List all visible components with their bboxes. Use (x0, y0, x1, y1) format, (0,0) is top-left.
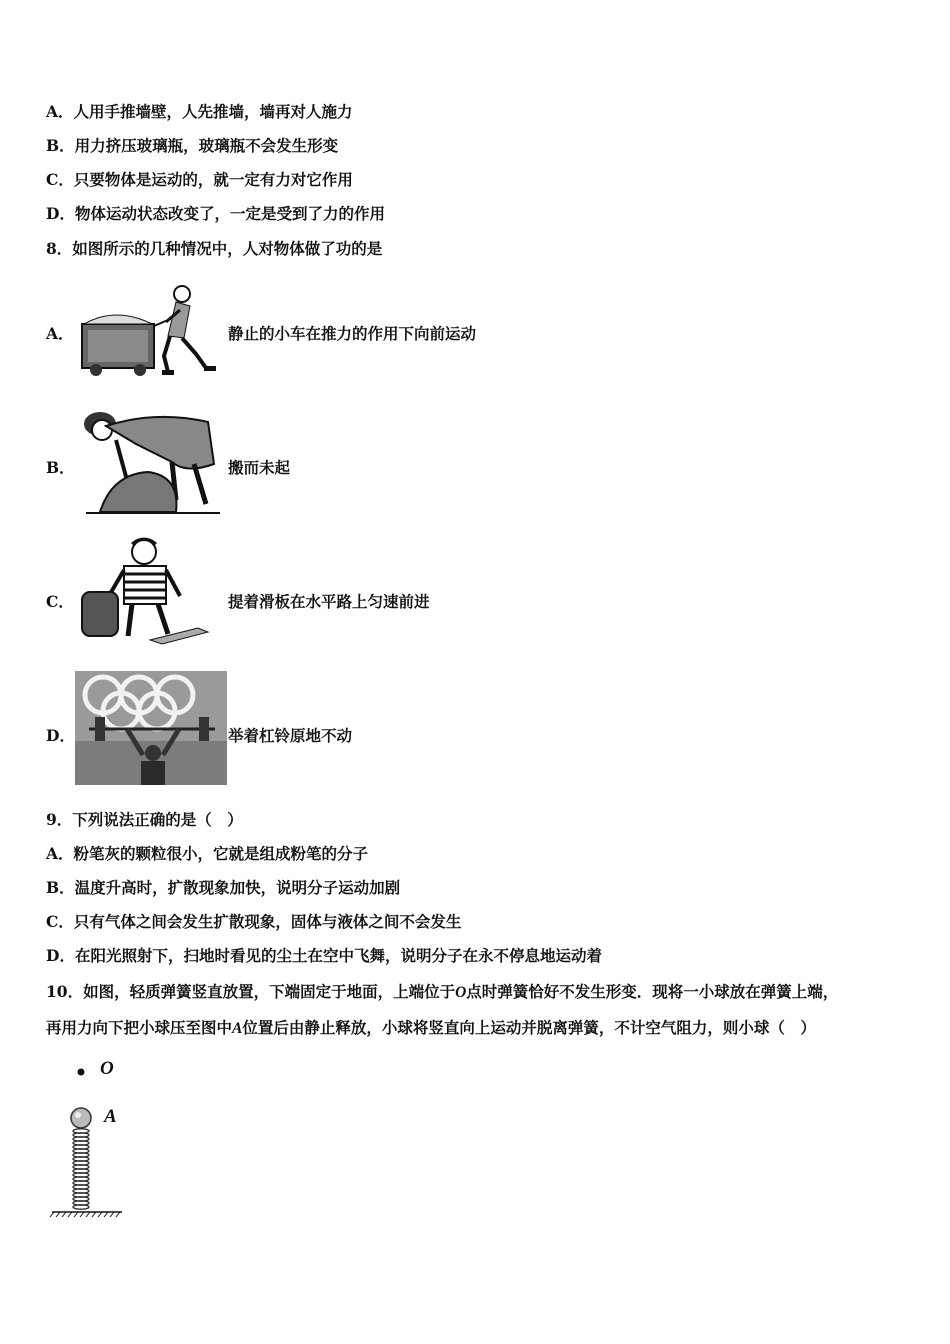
q7-option-c: C．只要物体是运动的，就一定有力对它作用 (46, 170, 353, 189)
label-o: O (100, 1058, 114, 1079)
q8-option-c-text: 提着滑板在水平路上匀速前进 (228, 592, 430, 611)
q8-stem: 8．如图所示的几种情况中，人对物体做了功的是 (46, 239, 383, 258)
q7-option-a: A．人用手推墙壁，人先推墙，墙再对人施力 (46, 102, 353, 121)
q8-option-b-text: 搬而未起 (228, 458, 291, 477)
q9-option-d: D．在阳光照射下，扫地时看见的尘土在空中飞舞，说明分子在永不停息地运动着 (46, 946, 602, 965)
ball (71, 1108, 91, 1128)
q10-stem-line2: 再用力向下把小球压至图中A位置后由静止释放，小球将竖直向上运动并脱离弹簧，不计空气阻力，则小球（ ） (46, 1018, 816, 1037)
q8-option-c-letter: C． (46, 592, 74, 611)
q9-stem: 9．下列说法正确的是（ ） (46, 810, 243, 829)
q8-option-d-text: 举着杠铃原地不动 (228, 726, 353, 745)
spring-ball-figure (46, 1055, 136, 1221)
point-o-marker (78, 1069, 85, 1076)
q8-option-a-letter: A． (46, 324, 74, 343)
weightlifter-photo (75, 671, 227, 785)
label-a: A (104, 1106, 117, 1127)
q9-option-b: B．温度升高时，扩散现象加快，说明分子运动加剧 (46, 878, 401, 897)
carrying-skateboard-illustration (76, 536, 222, 648)
spring-coil (73, 1129, 89, 1209)
q7-option-d: D．物体运动状态改变了，一定是受到了力的作用 (46, 204, 385, 223)
q8-option-a-text: 静止的小车在推力的作用下向前运动 (228, 324, 477, 343)
q9-option-c: C．只有气体之间会发生扩散现象，固体与液体之间不会发生 (46, 912, 462, 931)
pushing-cart-illustration (76, 280, 222, 378)
q8-option-b-letter: B． (46, 458, 75, 477)
q8-option-d-letter: D． (46, 726, 75, 745)
q7-option-b: B．用力挤压玻璃瓶，玻璃瓶不会发生形变 (46, 136, 339, 155)
q10-stem-line1: 10．如图，轻质弹簧竖直放置，下端固定于地面，上端位于O点时弹簧恰好不发生形变．现将一小球放在弹簧上端， (46, 982, 839, 1001)
q9-option-a: A．粉笔灰的颗粒很小，它就是组成粉笔的分子 (46, 844, 369, 863)
lifting-rock-illustration (76, 404, 224, 516)
